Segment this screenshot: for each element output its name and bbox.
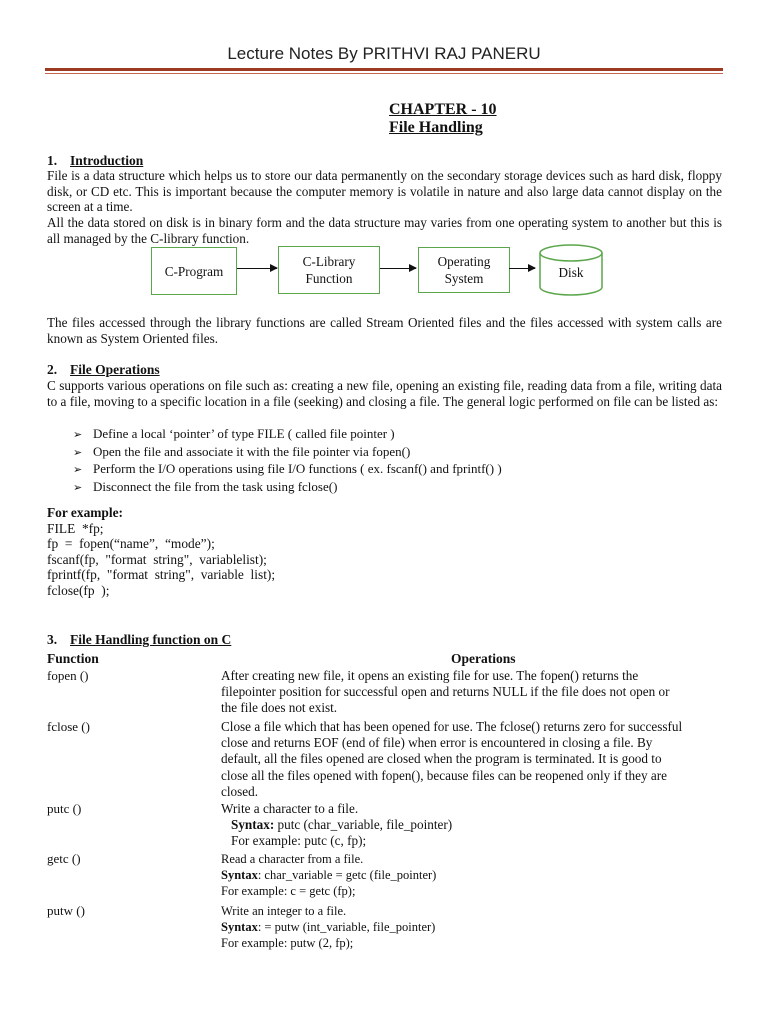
arrow-icon (237, 268, 277, 269)
intro-paragraph-2: All the data stored on disk is in binary form and the data structure may varies from one operating system to another but this is all managed by the C-library function. (47, 215, 722, 246)
operations-bullet-list (73, 426, 502, 496)
disk-label: Disk (558, 265, 584, 280)
intro-paragraph-1: File is a data structure which helps us to store our data permanently on the secondary storage devices such as hard disk, floppy disk, or CD etc. This is important because the computer memory is volatile in nature and also large data cannot display on the screen at a time. (47, 168, 722, 215)
intro-paragraph-3: The files accessed through the library functions are called Stream Oriented files and the files accessed with system calls are known as System Oriented files. (47, 315, 722, 346)
function-name: fopen () (47, 668, 89, 683)
os-label: Operating (437, 254, 491, 269)
function-name: putw () (47, 903, 85, 918)
example-label: For example: (47, 505, 123, 520)
arrow-bullet-icon: ➢ (73, 429, 83, 441)
chapter-heading (389, 101, 497, 137)
code-line: FILE *fp; (47, 520, 104, 536)
list-item: ➢ Disconnect the file from the task using fclose() (73, 479, 502, 497)
section-title: File Handling function on C (70, 632, 232, 647)
disk-cylinder-icon (538, 243, 604, 299)
section-number: 2. (47, 362, 58, 377)
c-library-box (278, 246, 380, 294)
arrow-icon (380, 268, 416, 269)
header-rule-thin (45, 73, 723, 74)
chapter-number: CHAPTER - 10 (389, 101, 497, 118)
list-item: ➢ Perform the I/O operations using file I/O functions ( ex. fscanf() and fprintf() ) (73, 461, 502, 479)
section-title: Introduction (70, 153, 144, 168)
column-header-operations: Operations (451, 651, 516, 666)
function-name: putc () (47, 801, 82, 816)
code-line: fp = fopen(“name”, “mode”); (47, 536, 215, 552)
section-heading-introduction (47, 153, 143, 169)
c-program-label: C-Program (164, 263, 224, 279)
function-name: getc () (47, 851, 81, 866)
section-heading-file-operations (47, 362, 160, 378)
section-title: File Operations (70, 362, 160, 377)
arrow-bullet-icon: ➢ (73, 446, 83, 459)
list-item: ➢ Define a local ‘pointer’ of type FILE ( called file pointer ) (73, 426, 502, 444)
page-header: Lecture Notes By PRITHVI RAJ PANERU (227, 44, 541, 63)
function-description: Close a file which that has been opened for use. The fclose() returns zero for successful close and returns EOF (end of file) when error is encountered in closing a file. By default, all the files opened are closed when the program is terminated. It is good to close all the files opened with fopen(), because files can be reopened only if they are closed. (221, 719, 683, 799)
section-heading-functions (47, 632, 231, 648)
chapter-title: File Handling (389, 119, 483, 136)
function-description: Read a character from a file. Syntax: char_variable = getc (file_pointer) For example: c = getc (fp); (221, 852, 437, 899)
section-number: 3. (47, 632, 58, 647)
arrow-icon (509, 268, 535, 269)
arrow-bullet-icon: ➢ (73, 464, 83, 476)
list-item: ➢ Open the file and associate it with the file pointer via fopen() (73, 444, 502, 462)
column-header-function: Function (47, 651, 99, 666)
function-description: Write a character to a file. Syntax: putc (char_variable, file_pointer) For example: putc (c, fp); (221, 801, 453, 849)
c-program-box (151, 247, 237, 295)
code-example (47, 505, 275, 599)
header-rule (45, 68, 723, 71)
function-description: Write an integer to a file. Syntax: = putw (int_variable, file_pointer) For example: putw (2, fp); (221, 904, 436, 951)
code-line: fprintf(fp, "format string", variable list); (47, 567, 276, 583)
function-name: fclose () (47, 719, 90, 734)
c-library-label: C-Library (302, 254, 356, 269)
os-label-2: System (444, 271, 484, 286)
operating-system-box (418, 247, 510, 293)
c-library-label-2: Function (305, 271, 353, 286)
operations-paragraph: C supports various operations on file such as: creating a new file, opening an existing file, reading data from a file, writing data to a file, moving to a specific location in a file (seeking) and closing a file. The general logic performed on file can be listed as: (47, 378, 722, 409)
code-line: fscanf(fp, "format string", variablelist); (47, 551, 267, 567)
section-number: 1. (47, 153, 58, 168)
code-line: fclose(fp ); (47, 582, 110, 598)
function-description: After creating new file, it opens an existing file for use. The fopen() returns the filepointer position for successful open and returns NULL if the file does not open or the file does not exist. (221, 668, 670, 716)
arrow-bullet-icon: ➢ (73, 481, 83, 494)
